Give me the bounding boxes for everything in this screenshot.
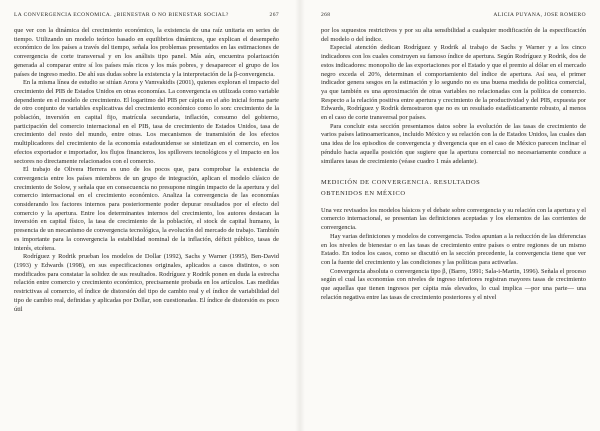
right-page-authors: ALICIA PUYANA, JOSÉ ROMERO <box>493 12 586 18</box>
right-running-head <box>321 12 586 18</box>
left-page <box>0 0 295 431</box>
right-page <box>305 0 600 431</box>
paragraph: Especial atención dedican Rodríguez y Rodrik al trabajo de Sachs y Warner y a los cinco indicadores con los cuales construyen su famoso índice de apertura. Según Rodríguez y Rodrik, dos de estos indicadores: monopolio de las exportaciones por el Estado y que el premio al dólar en el mercado negro exceda el 20%, determinan el comportamiento del índice de apertura. Así sea, el primer indicador genera sesgos en la estimación y lo segundo no es una buena medida de política comercial, ya que también es una aproximación de otras variables no relacionadas con la política de comercio. Respecto a la relación positiva entre apertura y crecimiento de la productividad y del PIB, expuesta por Edwards, Rodríguez y Rodrik demostraron que no es un resultado estadísticamente robusto, al menos en el caso de corte transversal por países. <box>321 44 586 122</box>
section-heading: MEDICIÓN DE CONVERGENCIA. RESULTADOS OBTENIDOS EN MÉXICO <box>321 179 481 197</box>
paragraph: Convergencia absoluta o convergencia tipo β, (Barro, 1991; Sala-i-Martin, 1996). Señala el proceso según el cual las economías con niveles de ingreso inferiores registran mayores tasas de crecimiento que aquellas que tienen ingresos per cápita más elevados, lo cual implica —por una parte— una relación negativa entre las tasas de crecimiento posteriores y el nivel <box>321 267 586 301</box>
paragraph: Para concluir esta sección presentamos datos sobre la evolución de las tasas de crecimiento de varios países latinoamericanos, incluido México y su relación con la de Estados Unidos, las cuales dan una idea de los episodios de convergencia y divergencia que en el caso de México parecen inclinar el péndulo hacia aquella posición que sugiere que la apertura comercial no necesariamente conduce a similares tasas de crecimiento (véase cuadro 1 más adelante). <box>321 122 586 165</box>
right-page-text <box>321 27 586 302</box>
left-page-text <box>14 27 279 314</box>
paragraph: por los supuestos restrictivos y por su alta sensibilidad a cualquier modificación de la especificación del modelo o del índice. <box>321 27 586 43</box>
page-gutter <box>295 0 305 431</box>
left-page-number: 267 <box>269 12 279 18</box>
paragraph: Hay varias definiciones y modelos de convergencia. Todos apuntan a la reducción de las diferencias en los niveles de bienestar o en las tasas de crecimiento entre países o entre regiones de un mismo Estado. En todos los casos, como se discutió en la sección precedente, la convergencia tiene que ver con la fuente del crecimiento y las condiciones y las políticas para activarlas. <box>321 232 586 266</box>
left-running-head <box>14 12 279 18</box>
paragraph: que ver con la dinámica del crecimiento económico, la existencia de una raíz unitaria en series de tiempo. Utilizando un modelo teórico basado en equilibrios dinámicos, que explican el desempeño económico de los países a través del tiempo, señala los problemas presentados en las estimaciones de convergencia de corte transversal y en los análisis tipo panel. Más aún, encuentra polarización generada al comparar entre sí los países más ricos y los más pobres, y desaparecer el grupo de los países de ingreso medio. De ahí sus dudas sobre la existencia y la interpretación de la β-convergencia. <box>14 27 279 78</box>
paragraph: En la misma línea de estudio se sitúan Arora y Vamvakidis (2001), quienes exploran el impacto del crecimiento del PIB de Estados Unidos en otras economías. La convergencia es utilizada como variable dependiente en el modelo de crecimiento. El logaritmo del PIB per cápita en el año inicial forma parte de otro conjunto de variables explicativas del crecimiento económico como lo son: crecimiento de la población, inversión en capital fijo, matrícula secundaria, inflación, consumo del gobierno, participación del comercio internacional en el PIB, tasa de crecimiento de Estados Unidos, tasa de crecimiento del resto del mundo, entre otras. Los mecanismos de transmisión de los efectos multiplicadores del crecimiento de la economía estadounidense se sintetizan en el comercio, en los efectos exportador e importador, los flujos financieros, los spillovers tecnológicos y el impacto en los sectores no directamente relacionados con el comercio. <box>14 79 279 165</box>
paragraph: Rodríguez y Rodrik prueban los modelos de Dollar (1992), Sachs y Warner (1995), Ben-David (1993) y Edwards (1998), en sus especificaciones originales, aplicados a casos distintos, o son modificados para constatar la solidez de sus resultados. Rodríguez y Rodrik ponen en duda la estrecha relación entre comercio y crecimiento económico, precisamente probada en los artículos. Las medidas restrictivas al comercio, el índice de distorsión del tipo de cambio real y el índice de variabilidad del tipo de cambio real, definidas y aplicadas por Dollar, son cuestionadas. El índice de distorsión es poco útil <box>14 253 279 313</box>
left-page-title: LA CONVERGENCIA ECONÓMICA. ¿BIENESTAR O NO BIENESTAR SOCIAL? <box>14 12 229 18</box>
right-page-number: 268 <box>321 12 331 18</box>
paragraph: El trabajo de Olivera Herrera es uno de los pocos que, para comprobar la existencia de convergencia entre los países miembros de un grupo de integración, aplican el modelo clásico de crecimiento de Solow, y señala que en consecuencia no presupone ningún impacto de la apertura y del comercio internacional en el crecimiento económico. Analiza la convergencia de las economías considerando los factores internos para posteriormente poder depurar resultados por el efecto del comercio y la apertura. Entre los determinantes internos del crecimiento, los autores destacan la inversión en capital físico, la tasa de crecimiento de la población, el stock de capital humano, la presencia de un mecanismo de convergencia tecnológica, la evolución del mercado de trabajo. También es importante para la convergencia la estabilidad nominal de la inflación, déficit público, tasas de interés, etcétera. <box>14 166 279 252</box>
paragraph: Una vez revisados los modelos básicos y el debate sobre convergencia y su relación con la apertura y el comercio internacional, se presentan las definiciones aceptadas y los elementos de las corrientes de convergencia. <box>321 206 586 232</box>
